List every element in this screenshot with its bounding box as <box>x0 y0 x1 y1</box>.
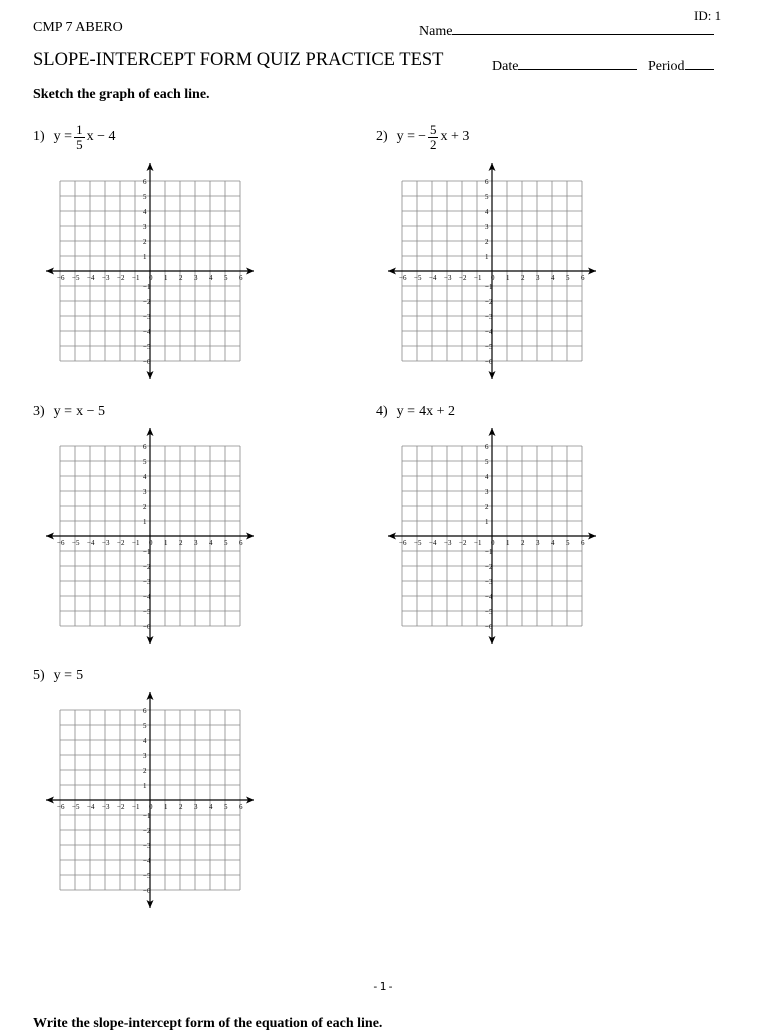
fraction-numerator: 1 <box>76 121 83 137</box>
x-tick-label: −3 <box>102 803 110 811</box>
equation-lhs: y = <box>53 668 73 683</box>
x-tick-label: 3 <box>194 274 198 282</box>
next-section-instructions: Write the slope-intercept form of the equation of each line. <box>33 1016 383 1031</box>
x-tick-label: 0 <box>491 539 495 547</box>
x-tick-label: 5 <box>224 539 228 547</box>
y-tick-label: 6 <box>485 178 489 186</box>
x-tick-label: 4 <box>551 539 555 547</box>
x-tick-label: 5 <box>224 803 228 811</box>
x-tick-label: 0 <box>149 539 153 547</box>
problem-number: 3) <box>33 404 45 419</box>
y-tick-label: 2 <box>143 767 147 775</box>
x-tick-label: 2 <box>179 539 183 547</box>
x-tick-label: 3 <box>194 539 198 547</box>
id-label: ID: 1 <box>694 8 722 23</box>
x-tick-label: −5 <box>72 803 80 811</box>
x-tick-label: −3 <box>102 539 110 547</box>
x-tick-label: 6 <box>239 539 243 547</box>
course-label: CMP 7 ABERO <box>33 20 123 35</box>
y-tick-label: 5 <box>143 722 147 730</box>
x-tick-label: 4 <box>209 539 213 547</box>
x-tick-label: 0 <box>149 803 153 811</box>
y-tick-label: −5 <box>143 343 151 351</box>
y-tick-label: −4 <box>143 328 151 336</box>
problem-1 <box>33 117 115 157</box>
fraction-denominator: 2 <box>429 136 437 152</box>
x-tick-label: −3 <box>444 274 452 282</box>
problem-number: 5) <box>33 668 45 683</box>
y-tick-label: −1 <box>143 812 151 820</box>
y-tick-label: −4 <box>143 857 151 865</box>
y-tick-label: −2 <box>485 298 493 306</box>
x-tick-label: 6 <box>581 274 585 282</box>
equation <box>54 668 83 684</box>
x-tick-label: −6 <box>57 539 65 547</box>
coordinate-grid-1[interactable] <box>42 160 262 382</box>
equation-rhs: x − 4 <box>86 129 116 144</box>
period-blank-line[interactable] <box>685 55 714 70</box>
x-tick-label: 1 <box>506 539 510 547</box>
x-tick-label: 5 <box>566 274 570 282</box>
y-tick-label: −6 <box>143 887 151 895</box>
equation-rhs: 4x + 2 <box>419 404 455 419</box>
x-tick-label: −5 <box>72 539 80 547</box>
x-tick-label: −1 <box>132 539 140 547</box>
x-tick-label: −3 <box>444 539 452 547</box>
equation <box>54 404 105 420</box>
x-tick-label: −2 <box>459 274 467 282</box>
x-tick-label: −1 <box>474 274 482 282</box>
y-tick-label: 1 <box>485 253 489 261</box>
y-tick-label: 2 <box>485 503 489 511</box>
fraction <box>428 123 439 152</box>
page-number: -1- <box>372 980 395 993</box>
equation <box>397 404 455 420</box>
fraction-sign: − <box>418 129 426 144</box>
x-tick-label: 6 <box>239 803 243 811</box>
x-tick-label: 1 <box>164 803 168 811</box>
equation <box>54 123 116 152</box>
y-tick-label: 3 <box>485 488 489 496</box>
y-tick-label: −4 <box>485 328 493 336</box>
x-tick-label: 1 <box>506 274 510 282</box>
y-tick-label: −4 <box>143 593 151 601</box>
x-tick-label: 0 <box>149 274 153 282</box>
x-tick-label: −1 <box>474 539 482 547</box>
x-tick-label: 1 <box>164 539 168 547</box>
problem-number: 2) <box>376 129 388 144</box>
x-tick-label: −2 <box>459 539 467 547</box>
x-tick-label: 2 <box>521 539 525 547</box>
y-tick-label: 4 <box>143 737 147 745</box>
fraction <box>74 123 85 152</box>
y-tick-label: −1 <box>143 548 151 556</box>
y-tick-label: 2 <box>143 238 147 246</box>
x-tick-label: −4 <box>429 274 437 282</box>
y-tick-label: −3 <box>143 842 151 850</box>
y-tick-label: −6 <box>485 358 493 366</box>
y-tick-label: −5 <box>485 608 493 616</box>
x-tick-label: −5 <box>414 539 422 547</box>
x-tick-label: 4 <box>209 803 213 811</box>
y-tick-label: −6 <box>143 358 151 366</box>
x-tick-label: −6 <box>399 274 407 282</box>
y-tick-label: 4 <box>143 208 147 216</box>
coordinate-grid-2[interactable] <box>384 160 604 382</box>
problem-number: 4) <box>376 404 388 419</box>
x-tick-label: 6 <box>239 274 243 282</box>
date-field[interactable] <box>492 55 637 75</box>
x-tick-label: 3 <box>536 539 540 547</box>
x-tick-label: 3 <box>194 803 198 811</box>
x-tick-label: 2 <box>179 274 183 282</box>
x-tick-label: −1 <box>132 274 140 282</box>
x-tick-label: −2 <box>117 539 125 547</box>
x-tick-label: −2 <box>117 803 125 811</box>
y-tick-label: 3 <box>143 488 147 496</box>
x-tick-label: −5 <box>414 274 422 282</box>
equation-rhs: 5 <box>76 668 84 683</box>
y-tick-label: −4 <box>485 593 493 601</box>
x-tick-label: 1 <box>164 274 168 282</box>
date-blank-line[interactable] <box>518 55 637 70</box>
x-tick-label: 5 <box>224 274 228 282</box>
coordinate-grid-5[interactable] <box>42 689 262 911</box>
y-tick-label: 5 <box>143 458 147 466</box>
y-tick-label: 4 <box>485 208 489 216</box>
y-tick-label: 6 <box>143 178 147 186</box>
instructions: Sketch the graph of each line. <box>33 87 210 102</box>
name-field[interactable] <box>419 20 714 40</box>
equation-lhs: y = <box>396 129 416 144</box>
y-tick-label: 4 <box>143 473 147 481</box>
x-tick-label: −1 <box>132 803 140 811</box>
equation-rhs: x + 3 <box>440 129 470 144</box>
x-tick-label: 3 <box>536 274 540 282</box>
fraction-denominator: 5 <box>76 136 83 152</box>
coordinate-grid-3[interactable] <box>42 425 262 647</box>
y-tick-label: −1 <box>485 283 493 291</box>
x-tick-label: 0 <box>491 274 495 282</box>
y-tick-label: 6 <box>143 443 147 451</box>
y-tick-label: 1 <box>143 253 147 261</box>
name-label: Name <box>419 24 453 39</box>
y-tick-label: −2 <box>143 298 151 306</box>
x-tick-label: 4 <box>551 274 555 282</box>
coordinate-grid-4[interactable] <box>384 425 604 647</box>
problem-2 <box>376 117 469 157</box>
y-tick-label: −5 <box>485 343 493 351</box>
y-tick-label: −1 <box>485 548 493 556</box>
y-tick-label: −5 <box>143 608 151 616</box>
y-tick-label: −3 <box>485 578 493 586</box>
equation <box>397 123 470 152</box>
x-tick-label: −6 <box>399 539 407 547</box>
y-tick-label: 6 <box>143 707 147 715</box>
y-tick-label: −3 <box>143 313 151 321</box>
y-tick-label: 1 <box>485 518 489 526</box>
x-tick-label: 2 <box>521 274 525 282</box>
x-tick-label: 2 <box>179 803 183 811</box>
x-tick-label: −2 <box>117 274 125 282</box>
y-tick-label: 3 <box>485 223 489 231</box>
y-tick-label: 6 <box>485 443 489 451</box>
x-tick-label: −6 <box>57 803 65 811</box>
y-tick-label: 3 <box>143 752 147 760</box>
y-tick-label: −1 <box>143 283 151 291</box>
equation-lhs: y = <box>53 404 73 419</box>
period-field[interactable] <box>648 55 714 75</box>
y-tick-label: 1 <box>143 782 147 790</box>
y-tick-label: 2 <box>485 238 489 246</box>
x-tick-label: −5 <box>72 274 80 282</box>
date-label: Date <box>492 59 519 74</box>
x-tick-label: −6 <box>57 274 65 282</box>
x-tick-label: 6 <box>581 539 585 547</box>
period-label: Period <box>648 59 685 74</box>
x-tick-label: −3 <box>102 274 110 282</box>
x-tick-label: −4 <box>87 274 95 282</box>
name-blank-line[interactable] <box>452 20 714 35</box>
x-tick-label: −4 <box>87 539 95 547</box>
y-tick-label: −2 <box>143 563 151 571</box>
y-tick-label: 1 <box>143 518 147 526</box>
y-tick-label: −6 <box>143 623 151 631</box>
equation-lhs: y = <box>396 404 416 419</box>
problem-number: 1) <box>33 129 45 144</box>
y-tick-label: −3 <box>485 313 493 321</box>
y-tick-label: 5 <box>485 193 489 201</box>
equation-lhs: y = <box>53 129 73 144</box>
y-tick-label: −5 <box>143 872 151 880</box>
y-tick-label: 3 <box>143 223 147 231</box>
y-tick-label: −2 <box>143 827 151 835</box>
x-tick-label: −4 <box>429 539 437 547</box>
y-tick-label: 5 <box>485 458 489 466</box>
page-title: SLOPE-INTERCEPT FORM QUIZ PRACTICE TEST <box>33 50 444 70</box>
x-tick-label: −4 <box>87 803 95 811</box>
y-tick-label: 2 <box>143 503 147 511</box>
y-tick-label: 4 <box>485 473 489 481</box>
y-tick-label: −3 <box>143 578 151 586</box>
y-tick-label: 5 <box>143 193 147 201</box>
y-tick-label: −2 <box>485 563 493 571</box>
x-tick-label: 5 <box>566 539 570 547</box>
x-tick-label: 4 <box>209 274 213 282</box>
y-tick-label: −6 <box>485 623 493 631</box>
equation-rhs: x − 5 <box>76 404 105 419</box>
fraction-numerator: 5 <box>429 121 437 137</box>
